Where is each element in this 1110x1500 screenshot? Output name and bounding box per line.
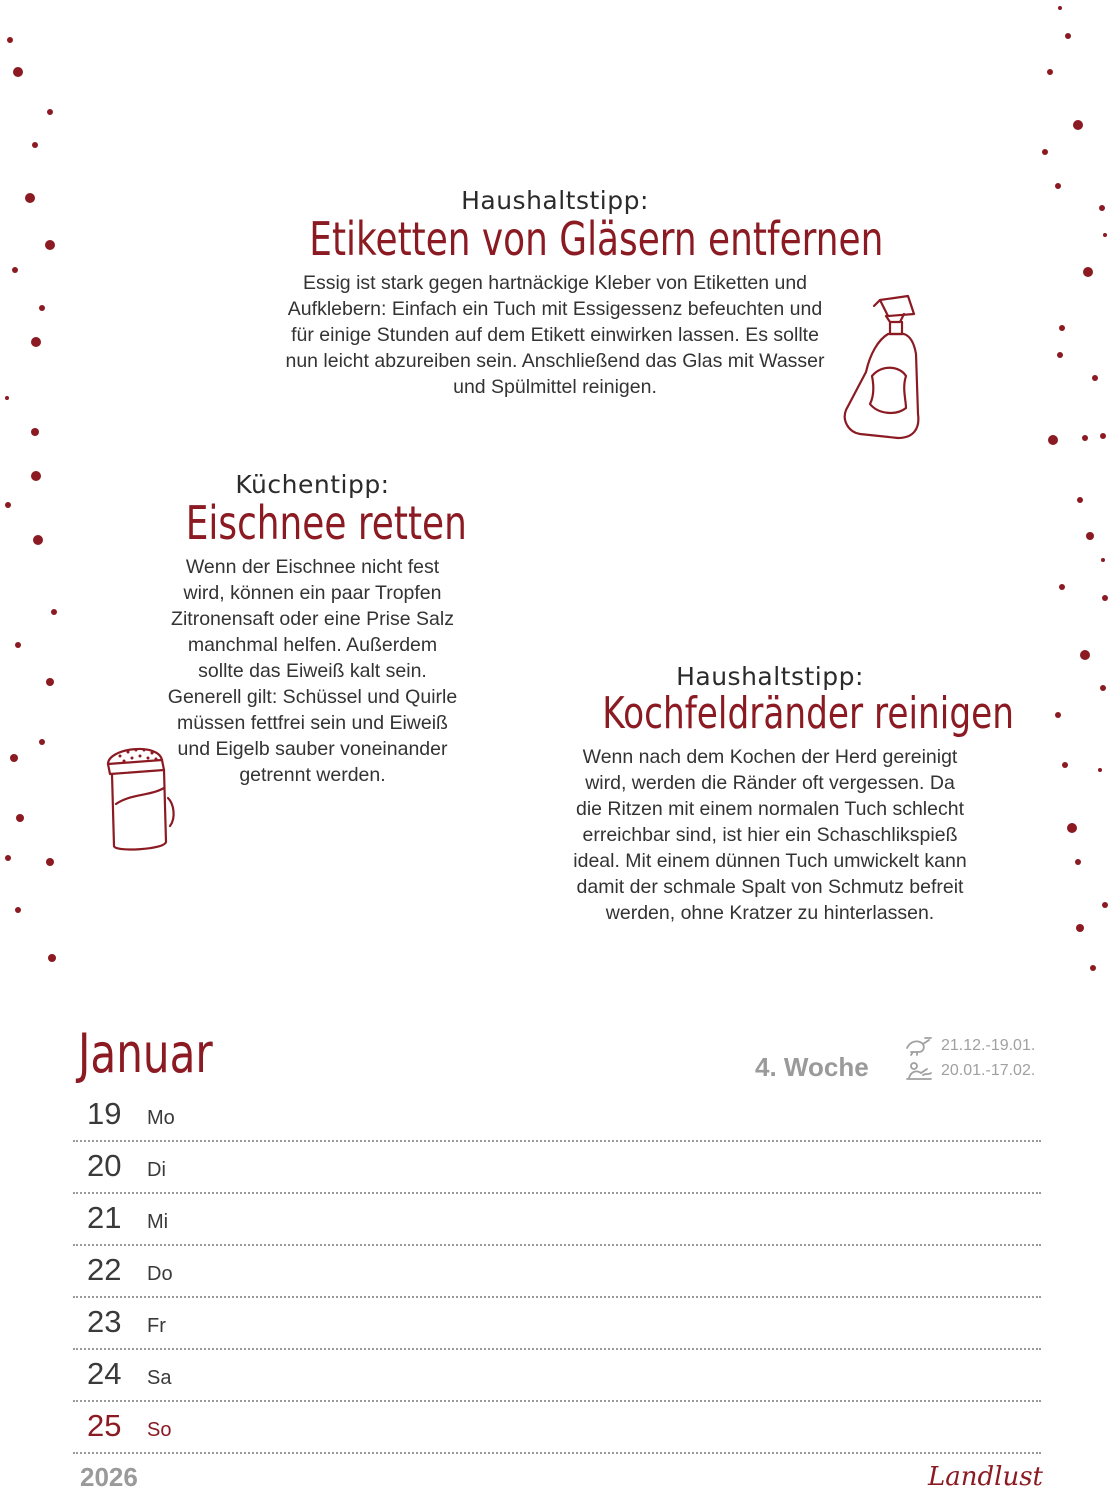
day-weekday: Do: [147, 1263, 173, 1285]
day-number: 20: [87, 1148, 122, 1183]
tip-line: für einige Stunden auf dem Etikett einwirken lassen. Es sollte: [291, 323, 819, 346]
day-number: 23: [87, 1304, 122, 1339]
zodiac-row: [905, 1033, 1035, 1058]
spray-bottle-icon: [838, 292, 928, 442]
tip-card: [555, 662, 1014, 926]
week-label: 4. Woche: [755, 1052, 869, 1082]
tip-line: die Ritzen mit einem normalen Tuch schlecht: [575, 797, 964, 820]
tip-body: [150, 554, 475, 788]
day-weekday: So: [147, 1419, 172, 1441]
day-row[interactable]: [73, 1142, 1041, 1194]
day-number: 21: [87, 1200, 122, 1235]
day-row[interactable]: [73, 1246, 1041, 1298]
tip-line: Generell gilt: Schüssel und Quirle: [167, 685, 458, 708]
day-weekday: Fr: [147, 1315, 166, 1337]
tip-line: manchmal helfen. Außerdem: [187, 633, 438, 656]
tip-labels: [240, 186, 884, 400]
tip-line: Zitronensaft oder eine Prise Salz: [171, 607, 454, 630]
tip-body: [555, 744, 985, 926]
zodiac-range: 20.01.-17.02.: [941, 1061, 1036, 1079]
tip-body: [240, 270, 870, 400]
tip-line: sollte das Eiweiß kalt sein.: [198, 659, 427, 682]
tip-line: Essig ist stark gegen hartnäckige Kleber von Etiketten und: [302, 271, 808, 294]
tip-headline: Kochfeldränder reinigen: [602, 688, 1014, 739]
aquarius-icon: [905, 1061, 933, 1081]
day-row-sunday[interactable]: [73, 1402, 1041, 1454]
year-label: 2026: [80, 1462, 138, 1492]
day-row[interactable]: [73, 1350, 1041, 1402]
day-weekday: Di: [147, 1159, 166, 1181]
day-number: 19: [87, 1096, 122, 1131]
tip-line: werden, ohne Kratzer zu hinterlassen.: [605, 901, 935, 924]
day-row[interactable]: [73, 1090, 1041, 1142]
salt-shaker-icon: [100, 738, 185, 858]
tip-line: erreichbar sind, ist hier ein Schaschlikspieß: [582, 823, 958, 846]
tip-kicker: Küchentipp:: [235, 470, 390, 499]
tip-line: wird, werden die Ränder oft vergessen. Da: [585, 771, 955, 794]
capricorn-icon: [905, 1036, 933, 1056]
day-weekday: Mi: [147, 1211, 169, 1233]
day-weekday: Sa: [147, 1367, 172, 1389]
month-title: Januar: [78, 1022, 213, 1085]
day-number: 25: [87, 1408, 122, 1443]
zodiac-info: [905, 1033, 1035, 1083]
tip-card: [150, 470, 475, 788]
tip-line: Wenn der Eischnee nicht fest: [185, 555, 440, 578]
tip-line: und Spülmittel reinigen.: [453, 375, 657, 398]
tip-line: wird, können ein paar Tropfen: [183, 581, 442, 604]
tip-kicker: Haushaltstipp:: [461, 186, 649, 215]
zodiac-range: 21.12.-19.01.: [941, 1036, 1036, 1054]
tip-line: damit der schmale Spalt von Schmutz befreit: [576, 875, 964, 898]
zodiac-row: [905, 1058, 1035, 1083]
day-row[interactable]: [73, 1298, 1041, 1350]
tip-headline: Etiketten von Gläsern entfernen: [309, 212, 884, 266]
tip-kicker: Haushaltstipp:: [676, 662, 864, 691]
tip-line: getrennt werden.: [239, 763, 386, 786]
tip-line: Aufklebern: Einfach ein Tuch mit Essigessenz befeuchten und: [287, 297, 823, 320]
tip-line: und Eigelb sauber voneinander: [177, 737, 448, 760]
tip-headline: Eischnee retten: [185, 496, 467, 550]
tip-line: müssen fettfrei sein und Eiweiß: [177, 711, 448, 734]
day-row[interactable]: [73, 1194, 1041, 1246]
day-list: [73, 1090, 1041, 1454]
day-number: 22: [87, 1252, 122, 1287]
tip-line: ideal. Mit einem dünnen Tuch umwickelt kann: [573, 849, 967, 872]
tip-line: Wenn nach dem Kochen der Herd gereinigt: [582, 745, 958, 768]
tip-line: nun leicht abzureiben sein. Anschließend das Glas mit Wasser: [285, 349, 825, 372]
day-number: 24: [87, 1356, 122, 1391]
brand-logo: Landlust: [928, 1462, 1044, 1492]
day-weekday: Mo: [147, 1107, 175, 1129]
